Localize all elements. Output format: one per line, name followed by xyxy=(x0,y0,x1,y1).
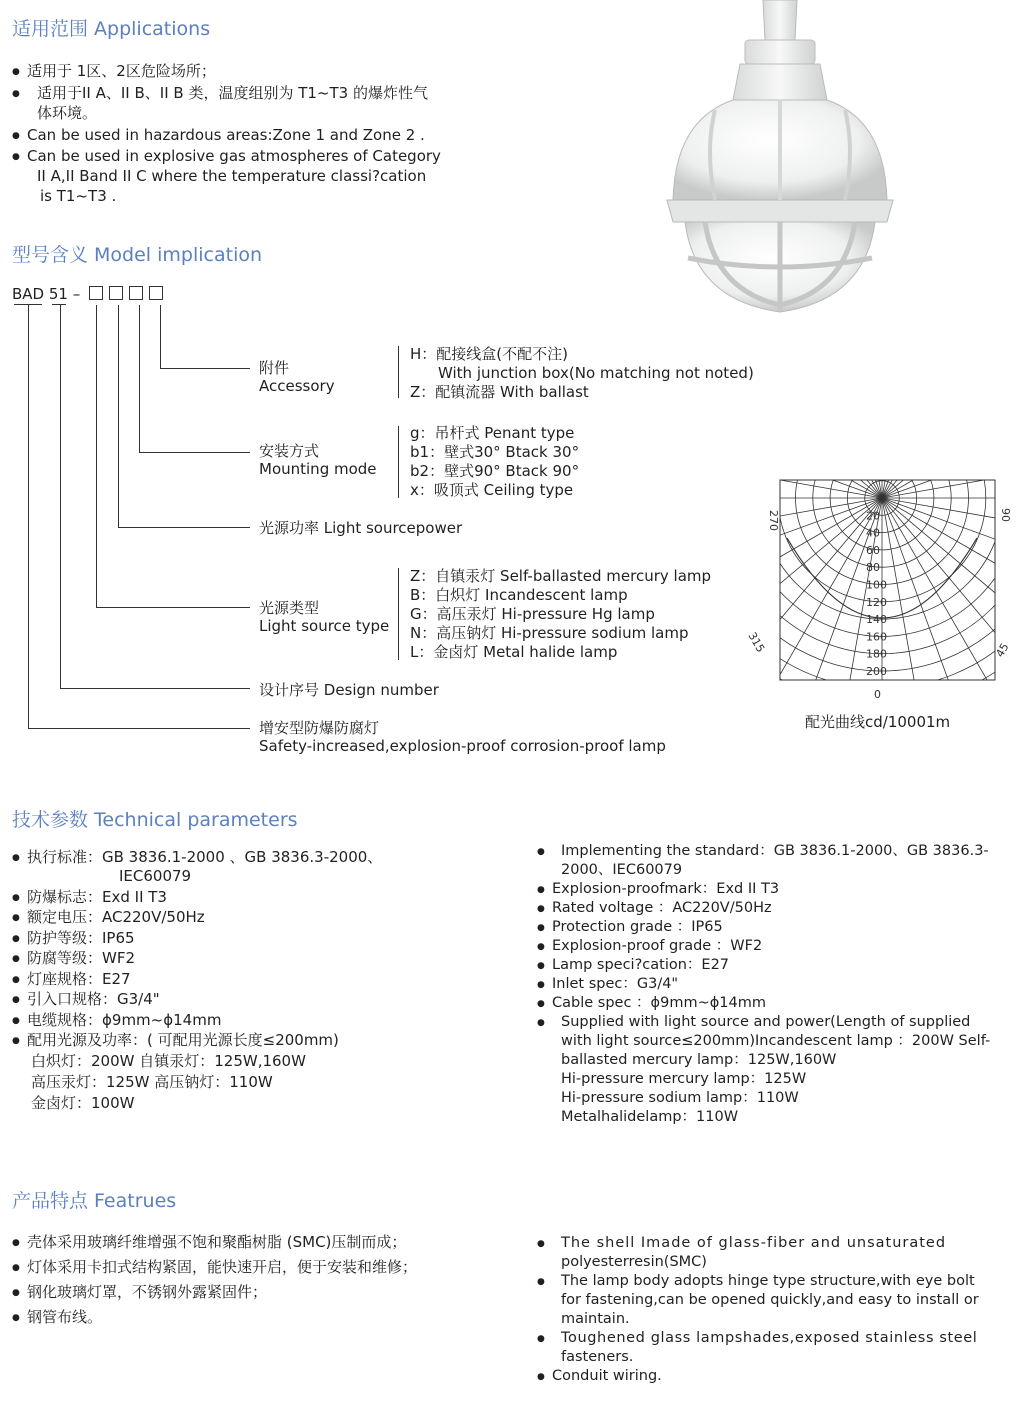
list-item: ● 配用光源及功率：( 可配用光源长度≤200mm) 白炽灯：200W 自镇汞灯：125W,160W 高压汞灯：125W 高压钠灯：110W 金卤灯：100W xyxy=(27,1030,382,1113)
list-item: ● Supplied with light source and power(Length of supplied with light source≤200mm)Incandescent lamp ：200W Self- ballasted mercury lamp：125W,160W Hi-pressure mercury lamp：125W Hi-pressure sodium lamp：110W Metalhalidelamp：110W xyxy=(552,1013,990,1127)
ring-value-label: 140 xyxy=(866,613,887,627)
code-box xyxy=(109,286,123,300)
code-box xyxy=(149,286,163,300)
list-item: ● The shell Imade of glass-fiber and unsaturated polyesterresin(SMC) xyxy=(552,1234,979,1272)
model-code-prefix: BAD 51 – xyxy=(12,285,81,303)
option-item: H：配接线盒(不配不注) xyxy=(410,345,568,363)
ring-value-label: 160 xyxy=(866,630,887,644)
mounting-mode-label: 安装方式 Mounting mode xyxy=(259,442,377,478)
ring-value-label: 40 xyxy=(866,526,880,540)
features-list-cn xyxy=(27,1232,417,1327)
list-item: ● 壳体采用玻璃纤维增强不饱和聚酯树脂 (SMC)压制而成； xyxy=(27,1232,417,1252)
list-item: ● Rated voltage ：AC220V/50Hz xyxy=(552,899,990,918)
list-item: ● 电缆规格：ϕ9mm~ϕ14mm xyxy=(27,1010,382,1030)
design-number-label: 设计序号 Design number xyxy=(259,681,439,699)
code-boxes xyxy=(89,285,169,303)
technical-list-cn xyxy=(27,847,382,1113)
list-item: ● 引入口规格：G3/4" xyxy=(27,989,382,1009)
list-item: ● Toughened glass lampshades,exposed stainless steel fasteners. xyxy=(552,1329,979,1367)
light-source-type-options xyxy=(410,566,711,662)
accessory-label: 附件 Accessory xyxy=(259,359,335,395)
option-item: b2：壁式90° Btack 90° xyxy=(410,462,580,480)
mounting-mode-options xyxy=(410,423,579,500)
technical-list-en xyxy=(552,842,990,1127)
ring-value-label: 100 xyxy=(866,578,887,592)
list-item: ● Explosion-proofmark：Exd II T3 xyxy=(552,880,990,899)
polar-light-distribution-diagram xyxy=(740,470,1024,710)
list-item: ● 防腐等级：WF2 xyxy=(27,948,382,968)
ring-value-label: 80 xyxy=(866,561,880,575)
angle-label-270: 270 xyxy=(767,510,780,531)
code-box xyxy=(89,286,103,300)
list-item: ● 防爆标志：Exd II T3 xyxy=(27,887,382,907)
list-item: ● Protection grade ：IP65 xyxy=(552,918,990,937)
lamp-product-image xyxy=(655,0,905,318)
list-item: ● Explosion-proof grade ：WF2 xyxy=(552,937,990,956)
list-item: ● Implementing the standard：GB 3836.1-2000、GB 3836.3- 2000、IEC60079 xyxy=(552,842,990,880)
model-heading: 型号含义 Model implication xyxy=(12,244,263,266)
option-item: g：吊杆式 Penant type xyxy=(410,424,575,442)
option-item: N：高压钠灯 Hi-pressure sodium lamp xyxy=(410,624,689,642)
list-item: ● 额定电压：AC220V/50Hz xyxy=(27,907,382,927)
ring-value-label: 200 xyxy=(866,665,887,678)
ring-value-label: 180 xyxy=(866,647,887,661)
list-item: ● 防护等级：IP65 xyxy=(27,928,382,948)
option-item: Z：配镇流器 With ballast xyxy=(410,383,589,401)
option-item: Z：自镇汞灯 Self-ballasted mercury lamp xyxy=(410,567,712,585)
option-item: B：白炽灯 Incandescent lamp xyxy=(410,586,628,604)
list-item: ● 执行标准：GB 3836.1-2000 、GB 3836.3-2000、 IEC60079 xyxy=(27,847,382,886)
angle-label-45: 45 xyxy=(993,640,1012,660)
code-box xyxy=(129,286,143,300)
list-item: ● 灯座规格：E27 xyxy=(27,969,382,989)
list-item: ● 适用于II A、II B、II B 类，温度组别为 T1~T3 的爆炸性气 体环境。 xyxy=(27,83,441,123)
lamp-type-label: 增安型防爆防腐灯 Safety-increased,explosion-proof corrosion-proof lamp xyxy=(259,719,666,755)
applications-heading: 适用范围 Applications xyxy=(12,18,211,40)
technical-heading: 技术参数 Technical parameters xyxy=(12,809,298,831)
option-item: x：吸顶式 Ceiling type xyxy=(410,481,574,499)
ring-value-label: 20 xyxy=(866,509,880,523)
features-heading: 产品特点 Featrues xyxy=(12,1190,177,1212)
list-item: ● 钢管布线。 xyxy=(27,1307,417,1327)
list-item: ● Conduit wiring. xyxy=(552,1367,979,1386)
list-item: ● 灯体采用卡扣式结构紧固，能快速开启，便于安装和维修； xyxy=(27,1257,417,1277)
option-item: L：金卤灯 Metal halide lamp xyxy=(410,643,618,661)
option-item: G：高压汞灯 Hi-pressure Hg lamp xyxy=(410,605,655,623)
list-item: ● Lamp speci?cation：E27 xyxy=(552,956,990,975)
applications-list xyxy=(27,61,441,206)
list-item: ● 适用于 1区、2区危险场所； xyxy=(27,61,441,81)
option-item: b1：壁式30° Btack 30° xyxy=(410,443,580,461)
list-item: ● Can be used in hazardous areas:Zone 1 and Zone 2 . xyxy=(27,125,441,145)
polar-caption: 配光曲线cd/10001m xyxy=(805,713,951,731)
list-item: ● Inlet spec：G3/4" xyxy=(552,975,990,994)
light-source-power-label: 光源功率 Light sourcepower xyxy=(259,519,463,537)
angle-label-90: 90 xyxy=(999,508,1012,522)
accessory-options xyxy=(410,344,754,402)
light-source-type-label: 光源类型 Light source type xyxy=(259,599,390,635)
angle-label-0: 0 xyxy=(874,688,881,701)
ring-value-label: 60 xyxy=(866,543,880,557)
list-item: ● Can be used in explosive gas atmospheres of Category II A,II Band II C where the temperature classi?cation is T1~T3 . xyxy=(27,146,441,206)
list-item: ● 钢化玻璃灯罩，不锈钢外露紧固件； xyxy=(27,1282,417,1302)
list-item: ● Cable spec ：ϕ9mm~ϕ14mm xyxy=(552,994,990,1013)
option-item: With junction box(No matching not noted) xyxy=(438,364,754,382)
angle-label-315: 315 xyxy=(745,630,768,655)
list-item: ● The lamp body adopts hinge type structure,with eye bolt for fastening,can be opened quickly,and easy to install or maintain. xyxy=(552,1272,979,1329)
model-code xyxy=(12,284,169,304)
ring-value-label: 120 xyxy=(866,595,887,609)
features-list-en xyxy=(552,1234,979,1386)
